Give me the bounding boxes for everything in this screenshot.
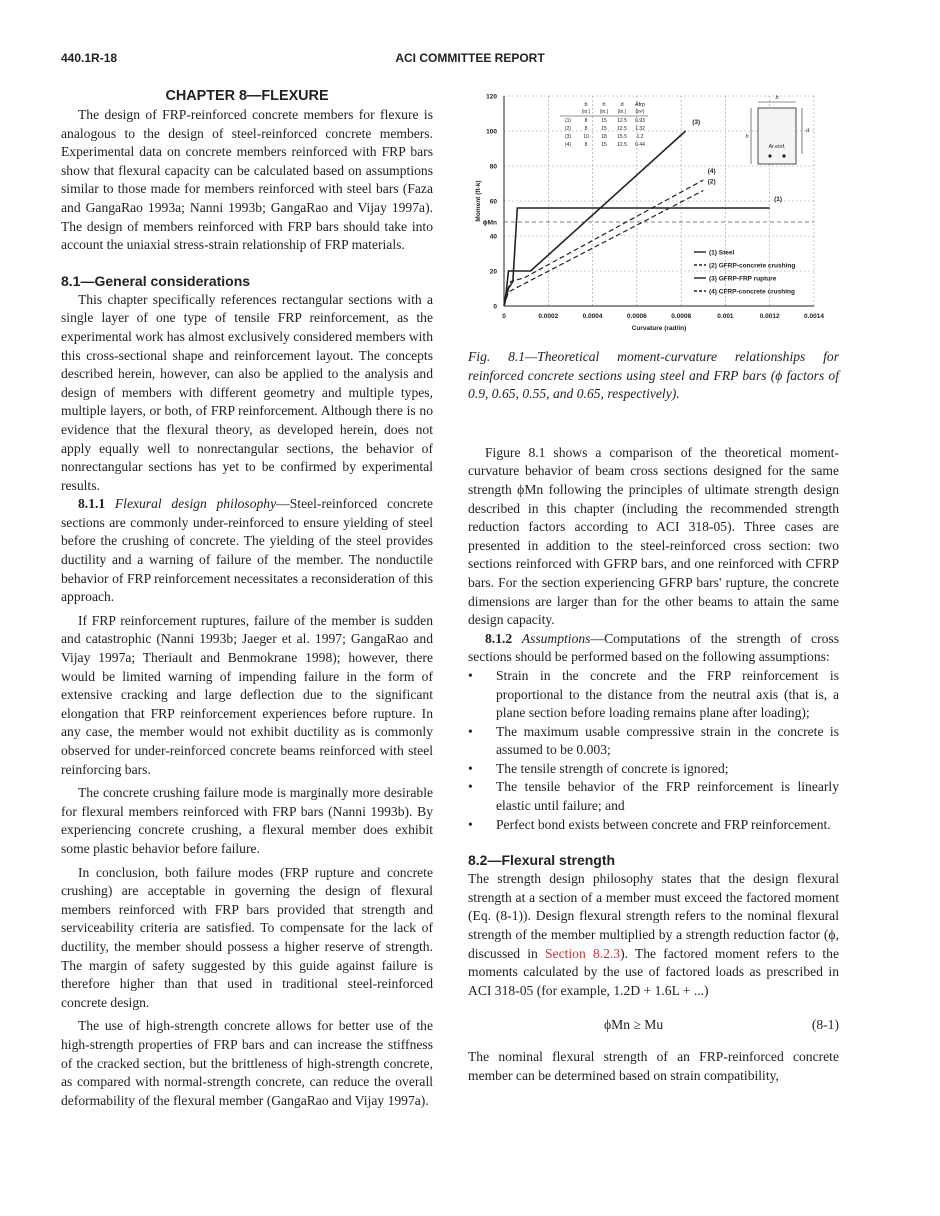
table-cell: 1.32 bbox=[635, 126, 645, 132]
x-tick-label: 0.0002 bbox=[538, 313, 559, 320]
rebar-dot bbox=[782, 154, 785, 157]
h-label: h bbox=[745, 134, 749, 140]
list-item: • The maximum usable compressive strain in the concrete is assumed to be 0.003; bbox=[468, 723, 839, 758]
moment-curvature-chart bbox=[468, 86, 839, 342]
section-8-1-2-title: Assumptions bbox=[521, 630, 591, 646]
table-cell: 0.44 bbox=[635, 142, 645, 148]
right-column bbox=[468, 86, 839, 1086]
table-cell: (3) bbox=[564, 134, 572, 140]
paragraph-rupture: If FRP reinforcement ruptures, failure of the member is sudden and catastrophic (Nanni 1993b; Jaeger et al. 1997; GangaRao and Vijay 1997a; Theriault and Benmokrane 1998); however, there would be limited warning of impending failure in the form of extensive cracking and large deflection due to the significant elongation that FRP reinforcement experiences before rupture. In any case, the member would not exhibit ductility as is commonly observed for under-reinforced concrete beams reinforced with steel reinforcing bars. bbox=[61, 612, 433, 777]
y-tick-label: 80 bbox=[489, 163, 497, 171]
series-label: (1) bbox=[774, 196, 783, 203]
table-cell: 8 bbox=[584, 126, 588, 132]
x-tick-label: 0.001 bbox=[717, 313, 734, 320]
assumptions-list bbox=[468, 667, 839, 834]
x-tick-label: 0 bbox=[502, 313, 506, 320]
figure-paragraph-text: Figure 8.1 shows a comparison of the theoretical moment-curvature behavior of beam cross sections designed for the same strength ϕMn following the principles of ultimate strength design described in this chapter (including the recommended strength reduction factors according to ACI 318-05). Three cases are presented in addition to the steel-reinforced cross section: two sections reinforced with GFRP bars, and one reinforced with CFRP bars. For the section experiencing GFRP bars' rupture, the concrete dimensions are larger than for the other beams to attain the same design capacity. bbox=[468, 444, 839, 628]
section-8-1-paragraph: This chapter specifically references rectangular sections with a single layer of one type of tensile FRP reinforcement, as the experimental work has almost exclusively considered members with this cross-sectional shape and reinforcement layout. The concepts described herein, however, can also be applied to the analysis and design of members with different geometry and multiple types, multiple layers, or both, of FRP reinforcement. Although there is no evidence that the flexural theory, as developed herein, does not apply equally well to nonrectangular sections, the behavior of nonrectangular sections has yet to be confirmed by experimental results. bbox=[61, 291, 433, 493]
list-item: • The tensile strength of concrete is ignored; bbox=[468, 760, 839, 779]
table-unit: (in.) bbox=[581, 109, 591, 115]
table-cell: 15.5 bbox=[617, 134, 627, 140]
left-column bbox=[61, 86, 433, 1110]
paragraph-crushing: The concrete crushing failure mode is marginally more desirable for flexural members reinforced with FRP bars (Nanni 1993b). By experiencing concrete crushing, a flexural member does exhibit some plastic behavior before failure. bbox=[61, 785, 433, 856]
paragraph-conclusion: In conclusion, both failure modes (FRP rupture and concrete crushing) are acceptable in governing the design of flexural members reinforced with FRP bars provided that strength and serviceability criteria are satisfied. To compensate for the lack of ductility, the member should possess a higher reserve of strength. The margin of safety suggested by this guide against failure is therefore higher than that used in traditional steel-reinforced concrete design. bbox=[61, 864, 433, 1010]
y-tick-label: 0 bbox=[493, 303, 497, 311]
section-8-2-paragraph: The strength design philosophy states that the design flexural strength at a section of a member must exceed the factored moment (Eq. (8-1)). Design flexural strength refers to the nominal flexural strength of the member multiplied by a strength reduction factor (ϕ, discussed in Section 8.2.3). The factored moment refers to the moments calculated by the use of factored loads as prescribed in ACI 318-05 (for example, 1.2D + 1.6L + ...) bbox=[468, 871, 839, 998]
table-unit: (in.) bbox=[617, 109, 627, 115]
legend-entry: (2) GFRP-concrete crushing bbox=[709, 262, 796, 270]
x-tick-label: 0.0004 bbox=[582, 313, 603, 320]
table-cell: 8 bbox=[584, 142, 588, 148]
y-tick-label: 20 bbox=[489, 268, 497, 276]
table-cell: (4) bbox=[564, 142, 572, 148]
equation-number: (8-1) bbox=[811, 1017, 839, 1033]
y-tick-label: 100 bbox=[486, 128, 497, 136]
table-header: d bbox=[620, 102, 624, 108]
figure-8-1 bbox=[468, 86, 839, 342]
table-cell: 8 bbox=[584, 118, 588, 124]
bullet-glyph: • bbox=[468, 723, 473, 739]
bullet-glyph: • bbox=[468, 816, 473, 832]
equation-8-1 bbox=[468, 1016, 839, 1048]
bullet-glyph: • bbox=[468, 760, 473, 776]
section-8-2-3-link[interactable]: Section 8.2.3 bbox=[544, 945, 621, 961]
series-label: (2) bbox=[707, 178, 716, 186]
legend-entry: (3) GFRP-FRP rupture bbox=[709, 275, 777, 283]
page-number: 440.1R-18 bbox=[61, 51, 118, 65]
table-cell: 10 bbox=[583, 134, 589, 140]
b-label: b bbox=[775, 95, 779, 101]
table-cell: 15 bbox=[601, 126, 607, 132]
x-tick-label: 0.0006 bbox=[626, 313, 647, 320]
x-tick-label: 0.0008 bbox=[671, 313, 692, 320]
y-axis-label: Moment (ft-k) bbox=[475, 180, 482, 222]
table-cell: 15 bbox=[601, 142, 607, 148]
y-tick-label: 120 bbox=[486, 93, 497, 101]
table-unit: (in.) bbox=[599, 109, 609, 115]
section-8-1-2-number: 8.1.2 bbox=[485, 630, 513, 646]
legend-entry: (4) CFRP-concrete crushing bbox=[709, 288, 795, 296]
section-8-1-1-title: Flexural design philosophy bbox=[114, 496, 277, 512]
rebar-dot bbox=[768, 154, 771, 157]
y-tick-label: 60 bbox=[489, 198, 497, 206]
y-tick-label: 40 bbox=[489, 233, 497, 241]
x-tick-label: 0.0012 bbox=[759, 313, 780, 320]
table-cell: (1) bbox=[564, 118, 572, 124]
section-8-1-1-number: 8.1.1 bbox=[78, 496, 106, 512]
section-8-1-2-paragraph bbox=[468, 630, 839, 667]
table-cell: 0.93 bbox=[635, 118, 645, 124]
x-axis-label: Curvature (rad/in) bbox=[631, 325, 687, 332]
table-unit: (in²) bbox=[635, 109, 645, 115]
list-item: • Perfect bond exists between concrete and FRP reinforcement. bbox=[468, 816, 839, 835]
list-item: • Strain in the concrete and the FRP reinforcement is proportional to the distance from the neutral axis (that is, a plane section before loading remains plane after loading); bbox=[468, 667, 839, 721]
paragraph-figure-8-1 bbox=[468, 444, 839, 630]
table-header: b bbox=[584, 102, 588, 108]
section-8-2-title: 8.2—Flexural strength bbox=[468, 852, 616, 869]
section-8-1-1-paragraph bbox=[61, 495, 433, 607]
table-cell: 12.5 bbox=[617, 118, 627, 124]
table-header: Afrp bbox=[634, 102, 646, 108]
section-rect bbox=[758, 108, 796, 164]
table-cell: (2) bbox=[564, 126, 572, 132]
running-title: ACI COMMITTEE REPORT bbox=[395, 51, 545, 65]
bullet-glyph: • bbox=[468, 779, 473, 795]
figure-caption: Fig. 8.1—Theoretical moment-curvature relationships for reinforced concrete sections using steel and FRP bars (ϕ factors of 0.9, 0.65, 0.55, and 0.65, respectively). bbox=[468, 349, 839, 402]
table-cell: 15 bbox=[601, 118, 607, 124]
d-label: d bbox=[806, 128, 810, 134]
section-8-1-title: 8.1—General considerations bbox=[61, 272, 251, 289]
series-label: (3) bbox=[692, 119, 701, 126]
table-cell: 12.5 bbox=[617, 126, 627, 132]
legend-entry: (1) Steel bbox=[709, 249, 735, 257]
section-8-1-2-text: —Computations of the strength of cross sections should be performed based on the following assumptions: bbox=[468, 630, 839, 665]
paragraph-nominal-strength: The nominal flexural strength of an FRP-reinforced concrete member can be determined based on strain compatibility, bbox=[468, 1049, 839, 1083]
section-8-1-1-text: —Steel-reinforced concrete sections are commonly under-reinforced to ensure yielding of steel before the crushing of concrete. The yielding of the steel provides ductility and a warning of failure of the member. The nonductile behavior of FRP reinforcement necessitates a reconsideration of this approach. bbox=[61, 496, 433, 605]
table-cell: 1.2 bbox=[636, 134, 644, 140]
area-label: Ar.einf. bbox=[768, 144, 786, 150]
equation-expression: ϕMn ≥ Mu bbox=[604, 1017, 664, 1033]
x-tick-label: 0.0014 bbox=[804, 313, 824, 320]
phi-mn-marker: ϕMn bbox=[482, 219, 497, 227]
list-item: • The tensile behavior of the FRP reinforcement is linearly elastic until failure; and bbox=[468, 779, 839, 814]
bullet-glyph: • bbox=[468, 667, 473, 683]
table-cell: 18 bbox=[601, 134, 607, 140]
table-cell: 12.5 bbox=[617, 142, 627, 148]
series-label: (4) bbox=[707, 168, 716, 175]
chapter-intro: The design of FRP-reinforced concrete members for flexure is analogous to the design of steel-reinforced concrete members. Experimental data on concrete members reinforced with FRP bars show that flexural capacity can be calculated based on assumptions similar to those made for members reinforced with steel bars (Faza and GangaRao 1993a; Nanni 1993b; GangaRao and Vijay 1997a). The design of members reinforced with FRP bars should take into account the uniaxial stress-strain relationship of FRP materials. bbox=[61, 107, 433, 253]
table-header: h bbox=[602, 102, 606, 108]
chapter-title: CHAPTER 8—FLEXURE bbox=[165, 88, 329, 104]
paragraph-high-strength: The use of high-strength concrete allows for better use of the high-strength properties of FRP bars and can increase the stiffness of the cracked section, but the brittleness of high-strength concrete, as compared with normal-strength concrete, can reduce the overall deformability of the flexural member (GangaRao and Vijay 1997a). bbox=[61, 1018, 433, 1108]
